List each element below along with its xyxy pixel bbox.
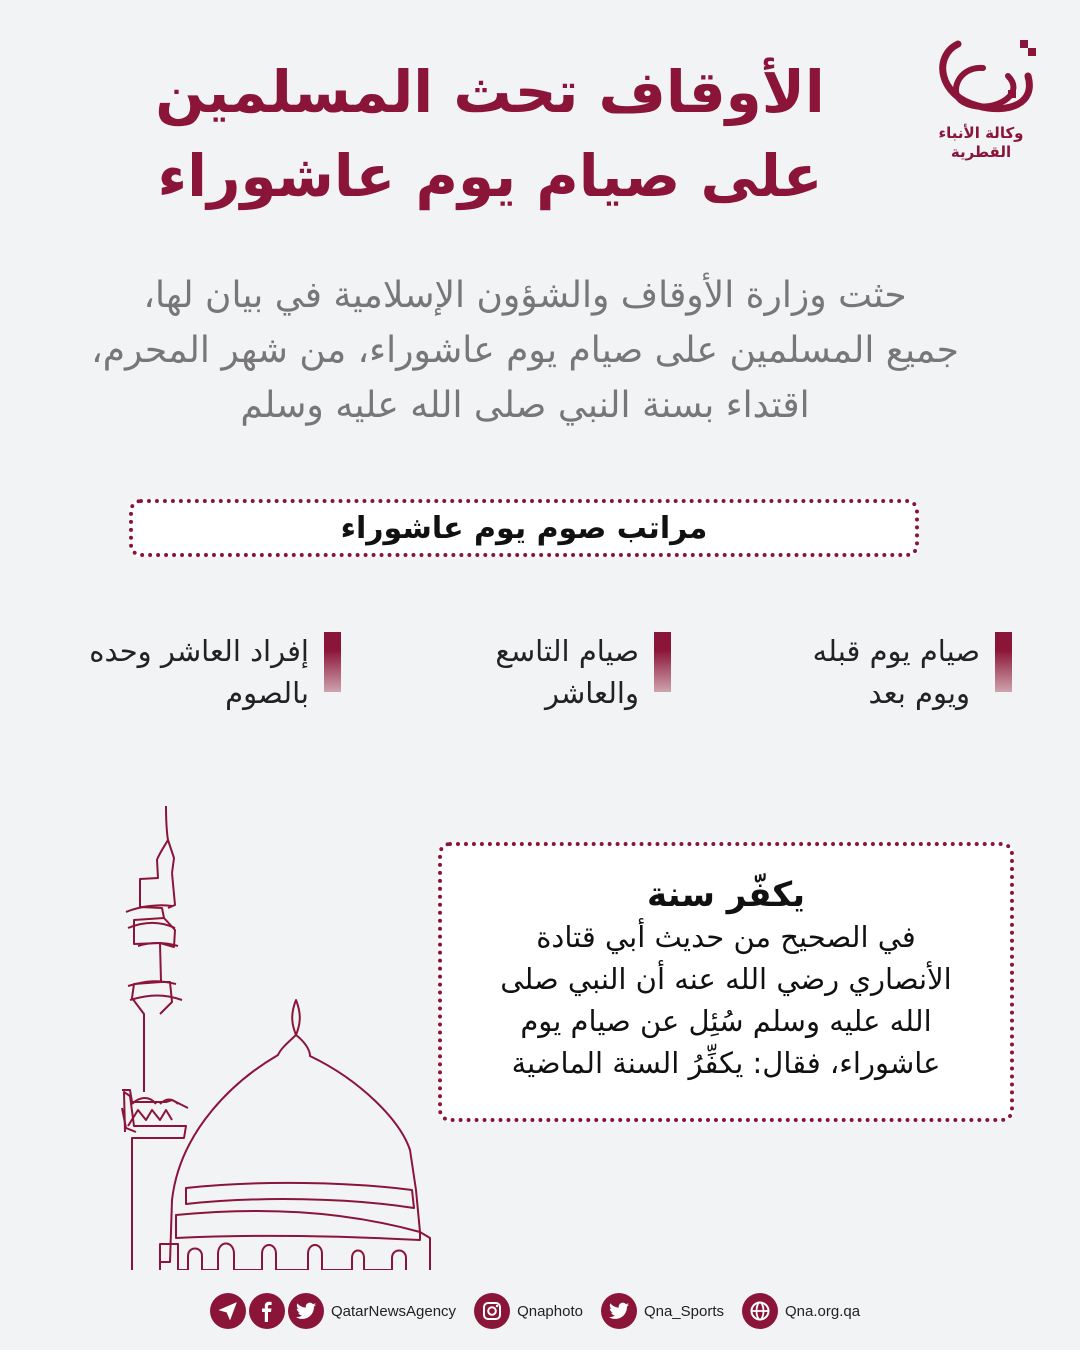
instagram-icon[interactable] — [474, 1293, 510, 1329]
intro-line-3: اقتداء بسنة النبي صلى الله عليه وسلم — [240, 385, 810, 426]
handle-qna-website[interactable]: Qna.org.qa — [785, 1302, 861, 1320]
level-item-1 — [700, 630, 1012, 720]
hadith-title: يكفّر سنة — [647, 875, 805, 915]
level-marker-bar — [995, 632, 1012, 692]
hadith-line-3: الله عليه وسلم سُئِل عن صيام يوم — [520, 1004, 932, 1038]
hadith-line-4: عاشوراء، فقال: يكفِّرُ السنة الماضية — [511, 1046, 941, 1080]
qna-logo — [922, 36, 1042, 171]
intro-paragraph — [60, 268, 990, 433]
levels-heading: مراتب صوم يوم عاشوراء — [340, 511, 708, 546]
hadith-body — [482, 916, 970, 1084]
qna-logo-icon — [928, 36, 1038, 121]
level-item-2 — [400, 630, 671, 720]
level-3-line-2: بالصوم — [225, 676, 309, 710]
title-line-1: الأوقاف تحث المسلمين — [155, 58, 825, 126]
handle-qnaphoto[interactable]: Qnaphoto — [517, 1302, 583, 1320]
logo-line-1: وكالة الأنباء — [938, 124, 1024, 142]
twitter-icon[interactable] — [288, 1293, 324, 1329]
logo-line-2: القطرية — [950, 143, 1012, 161]
level-1-line-2: ويوم بعد — [868, 676, 970, 710]
levels-heading-box — [129, 499, 919, 557]
title-line-2: على صيام يوم عاشوراء — [157, 142, 823, 210]
social-footer — [210, 1293, 878, 1329]
level-marker-bar — [654, 632, 671, 692]
hadith-line-1: في الصحيح من حديث أبي قتادة — [536, 920, 916, 954]
twitter-icon[interactable] — [601, 1293, 637, 1329]
handle-qna-sports[interactable]: Qna_Sports — [643, 1302, 724, 1320]
intro-line-1: حثت وزارة الأوقاف والشؤون الإسلامية في بيان لها، — [143, 275, 907, 316]
hadith-line-2: الأنصاري رضي الله عنه أن النبي صلى — [500, 962, 952, 996]
intro-line-2: جميع المسلمين على صيام يوم عاشوراء، من شهر المحرم، — [91, 330, 959, 371]
level-1-line-1: صيام يوم قبله — [812, 634, 980, 668]
globe-icon[interactable] — [742, 1293, 778, 1329]
level-2-line-1: صيام التاسع — [495, 634, 639, 668]
hadith-box — [438, 842, 1014, 1122]
level-marker-bar — [324, 632, 341, 692]
level-2-line-2: والعاشر — [544, 676, 639, 710]
facebook-icon[interactable] — [249, 1293, 285, 1329]
level-item-3 — [60, 630, 341, 720]
handle-qatarnewsagency[interactable]: QatarNewsAgency — [331, 1302, 457, 1320]
telegram-icon[interactable] — [210, 1293, 246, 1329]
page-title — [120, 50, 860, 218]
level-3-line-1: إفراد العاشر وحده — [89, 634, 309, 668]
